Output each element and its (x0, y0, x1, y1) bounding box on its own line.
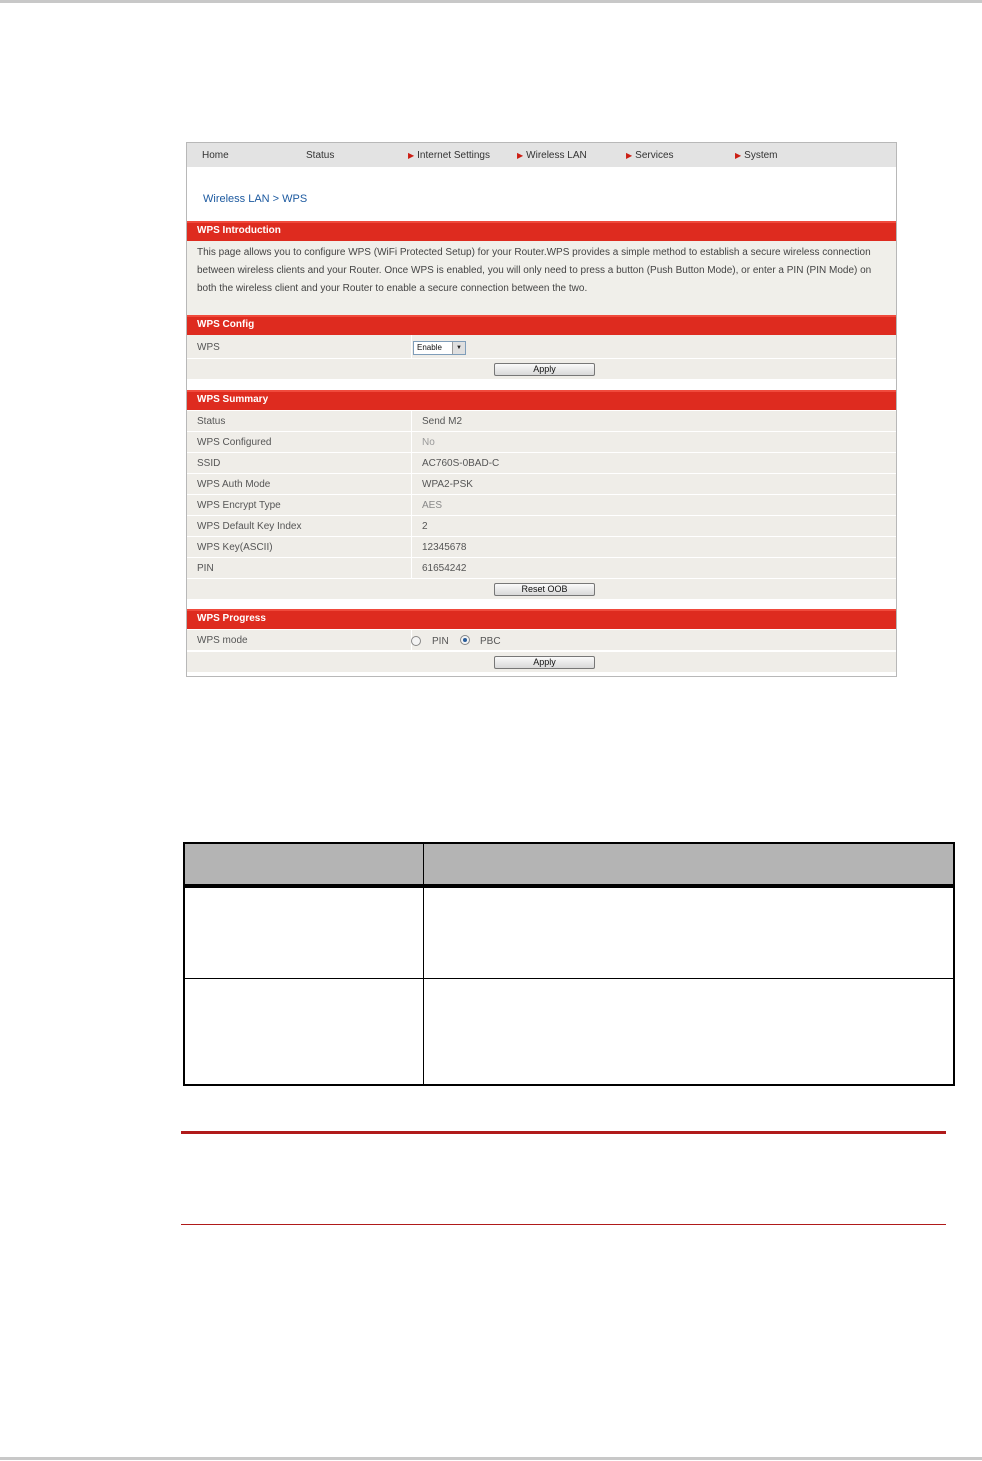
nav-label: Internet Settings (417, 150, 490, 161)
table-row-divider (183, 1084, 955, 1086)
nav-label: Wireless LAN (526, 150, 587, 161)
triangle-right-icon: ▶ (735, 151, 742, 160)
column-divider (411, 335, 412, 358)
summary-value: AC760S-0BAD-C (422, 458, 500, 469)
column-divider (411, 432, 412, 452)
section-header-wps-config: WPS Config (187, 315, 896, 335)
summary-label: WPS Key(ASCII) (197, 542, 273, 553)
table-row-divider (183, 886, 955, 888)
note-top-rule (181, 1131, 946, 1134)
summary-value: 2 (422, 521, 428, 532)
reset-oob-button[interactable]: Reset OOB (494, 583, 595, 596)
table-left-border (183, 842, 185, 1086)
column-divider (411, 558, 412, 578)
progress-apply-row (187, 652, 896, 673)
table-column-divider (423, 842, 424, 1086)
nav-label: Services (635, 150, 674, 161)
section-header-wps-summary: WPS Summary (187, 390, 896, 410)
nav-item-system[interactable] (735, 150, 778, 161)
nav-item-internet-settings[interactable] (408, 150, 490, 161)
column-divider (411, 411, 412, 431)
summary-label: WPS Default Key Index (197, 521, 302, 532)
chevron-down-icon: ▼ (452, 342, 465, 354)
summary-value: Send M2 (422, 416, 463, 427)
triangle-right-icon: ▶ (517, 151, 524, 160)
summary-label: WPS Encrypt Type (197, 500, 281, 511)
wps-mode-pin-label: PIN (432, 636, 449, 647)
summary-row-wps-configured (187, 432, 896, 453)
reset-oob-row (187, 579, 896, 600)
wps-mode-pbc-label: PBC (480, 636, 501, 647)
wps-mode-pin-radio[interactable] (411, 636, 421, 646)
nav-label: Home (202, 150, 229, 161)
wps-enable-select[interactable] (413, 341, 466, 355)
section-header-wps-progress: WPS Progress (187, 609, 896, 629)
summary-row-status (187, 411, 896, 432)
column-divider (411, 516, 412, 536)
summary-label: Status (197, 416, 226, 427)
summary-label: SSID (197, 458, 221, 469)
section-header-wps-introduction: WPS Introduction (187, 221, 896, 241)
summary-row-wps-key (187, 537, 896, 558)
wps-mode-label: WPS mode (197, 635, 248, 646)
top-nav-bar (187, 143, 896, 167)
note-bottom-rule (181, 1224, 946, 1225)
nav-label: System (744, 150, 778, 161)
wps-mode-pbc-radio[interactable] (460, 635, 470, 645)
column-divider (411, 495, 412, 515)
column-divider (411, 453, 412, 473)
progress-apply-button[interactable]: Apply (494, 656, 595, 669)
summary-value: 61654242 (422, 563, 467, 574)
table-row-divider (183, 978, 955, 979)
breadcrumb[interactable]: Wireless LAN > WPS (203, 193, 308, 205)
router-admin-screenshot (186, 142, 897, 677)
summary-value: AES (422, 500, 443, 511)
nav-item-home[interactable] (202, 150, 229, 161)
wps-enable-row (187, 335, 896, 359)
summary-row-encrypt-type (187, 495, 896, 516)
summary-value: No (422, 437, 435, 448)
summary-value: WPA2-PSK (422, 479, 473, 490)
summary-value: 12345678 (422, 542, 467, 553)
config-apply-row (187, 359, 896, 380)
triangle-right-icon: ▶ (626, 151, 633, 160)
summary-row-default-key-index (187, 516, 896, 537)
summary-row-ssid (187, 453, 896, 474)
summary-label: PIN (197, 563, 214, 574)
summary-label: WPS Auth Mode (197, 479, 271, 490)
wps-select-value: Enable (417, 343, 442, 352)
nav-item-services[interactable] (626, 150, 674, 161)
column-divider (411, 474, 412, 494)
wps-introduction-text: This page allows you to configure WPS (WiFi Protected Setup) for your Router.WPS provides a simple method to establish a secure wireless connection between wireless clients and your Router. Once WPS is enabled, you will only need to press a button (Push Button Mode), or enter a PIN (PIN Mode) on both the wireless client and your Router to enable a secure connection between the two. (187, 241, 896, 315)
wps-label: WPS (197, 342, 220, 353)
table-right-border (953, 842, 955, 1086)
nav-item-status[interactable] (306, 150, 334, 161)
description-table-header (183, 842, 955, 886)
column-divider (411, 537, 412, 557)
description-table (183, 842, 955, 1086)
nav-label: Status (306, 150, 335, 161)
wps-mode-row (187, 630, 896, 651)
page-bottom-rule (0, 1457, 982, 1460)
nav-item-wireless-lan[interactable] (517, 150, 587, 161)
triangle-right-icon: ▶ (408, 151, 415, 160)
config-apply-button[interactable]: Apply (494, 363, 595, 376)
summary-row-pin (187, 558, 896, 579)
summary-label: WPS Configured (197, 437, 272, 448)
summary-row-auth-mode (187, 474, 896, 495)
page-top-rule (0, 0, 982, 3)
